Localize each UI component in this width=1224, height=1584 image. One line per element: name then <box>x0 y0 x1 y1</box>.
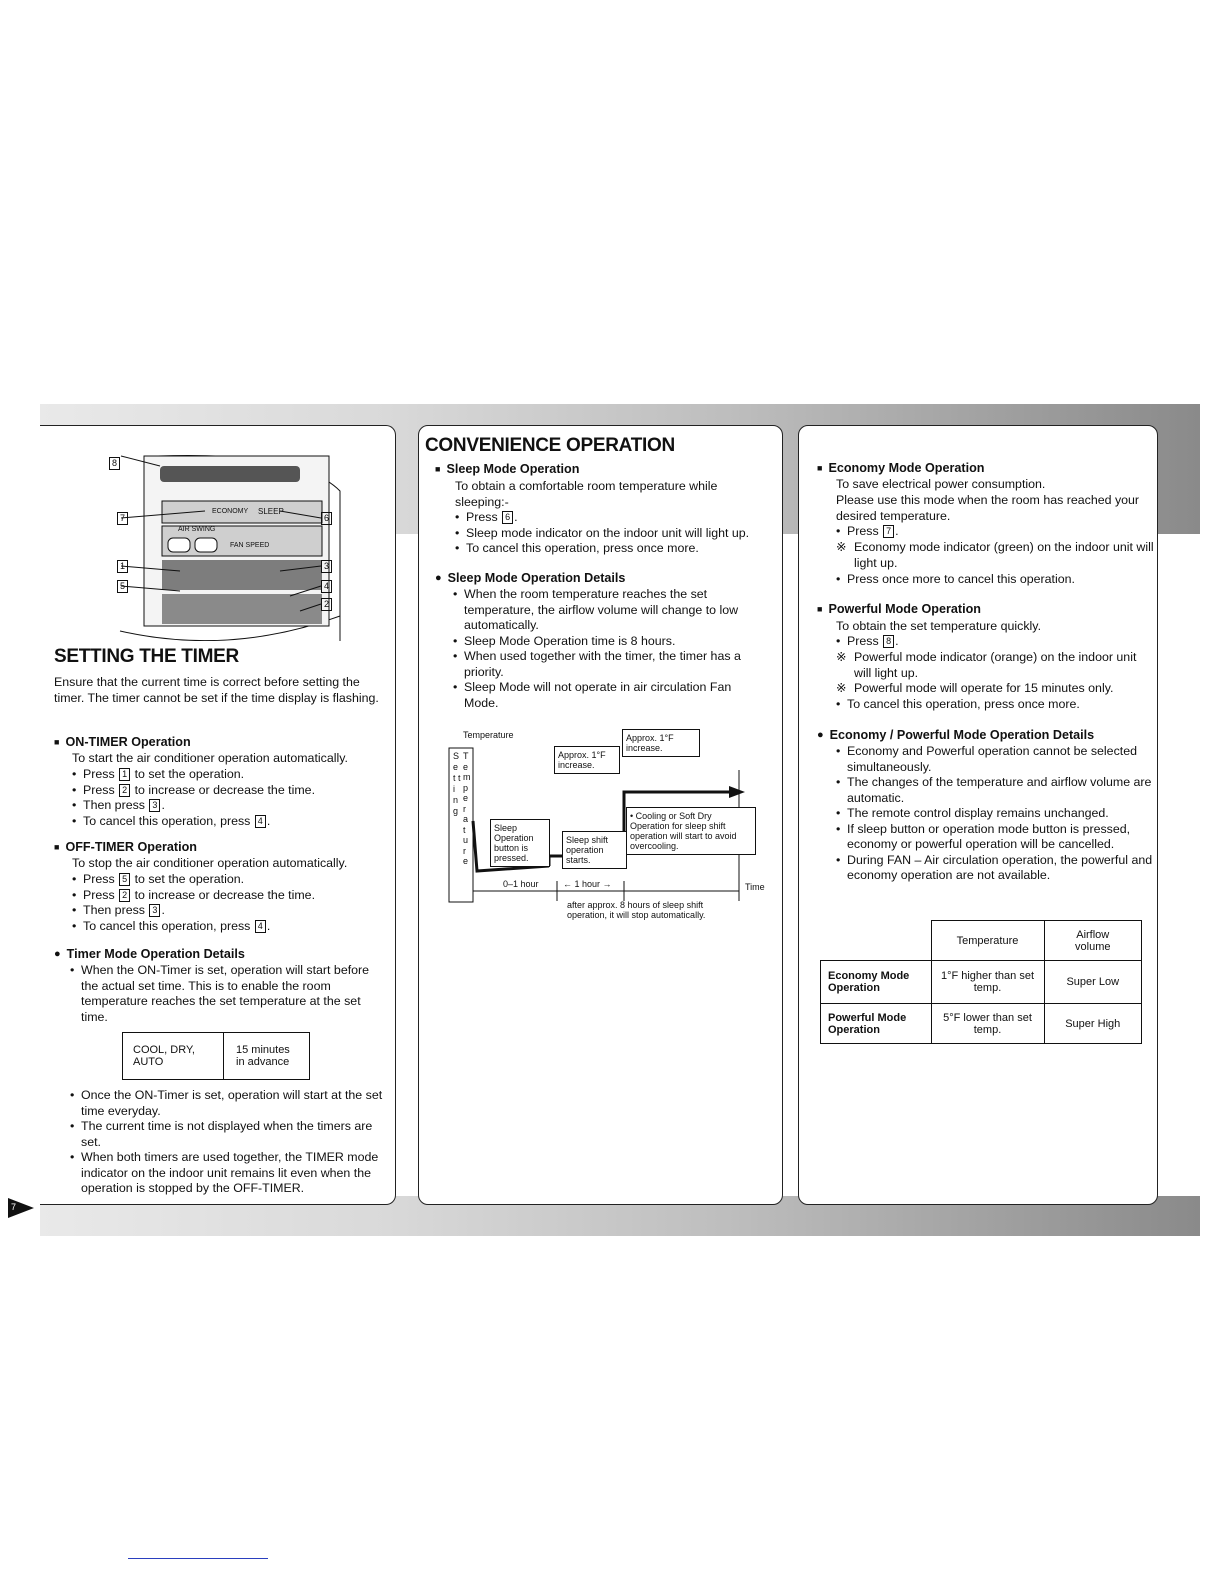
table-cell-air: Super Low <box>1044 961 1142 1004</box>
on-timer-heading: ■ ON-TIMER Operation <box>54 735 191 749</box>
table-header-airflow: Airflow volume <box>1044 921 1142 961</box>
economy-desc1: To save electrical power consumption. <box>836 477 1046 491</box>
timer-intro: Ensure that the current time is correct before setting the timer. The timer cannot be set if the time display is flashing. <box>54 675 379 705</box>
callout-4: 4 <box>320 579 333 595</box>
fan-speed-label: FAN SPEED <box>230 542 270 549</box>
list-item: • Press 2 to increase or decrease the time. <box>72 783 387 799</box>
sleep-details-items <box>453 587 763 711</box>
table-cell-mode: Economy Mode Operation <box>821 961 932 1004</box>
list-item: • Economy and Powerful operation cannot be selected simultaneously. <box>836 744 1156 775</box>
economy-notes <box>836 540 1156 571</box>
table-header-temperature: Temperature <box>931 921 1044 961</box>
economy-desc2: Please use this mode when the room has reached your desired temperature. <box>836 493 1140 523</box>
list-item: • Sleep Mode Operation time is 8 hours. <box>453 634 763 650</box>
list-item: • If sleep button or operation mode button is pressed, economy or powerful operation will be cancelled. <box>836 822 1156 853</box>
list-item: • When the ON-Timer is set, operation will start before the actual set time. This is to enable the room temperature reaches the set temperature at the set time. <box>70 963 375 1025</box>
powerful-notes <box>836 650 1156 697</box>
remote-control-illustration <box>40 426 396 641</box>
timer-details-item1 <box>70 963 375 1025</box>
diagram-sleep-pressed: Sleep Operation button is pressed. <box>490 819 550 867</box>
powerful-desc: To obtain the set temperature quickly. <box>836 619 1042 633</box>
diagram-temperature-vertical: T e m p e r a t u r e <box>463 751 471 866</box>
list-item: ※ Powerful mode will operate for 15 minutes only. <box>836 681 1156 697</box>
on-timer-steps <box>72 767 387 829</box>
economy-button-label: ECONOMY <box>212 508 249 515</box>
list-item: • Press 6 . <box>455 510 775 526</box>
diagram-zero-one-hour: 0–1 hour <box>503 879 539 889</box>
sleep-mode-desc: To obtain a comfortable room temperature while sleeping:- <box>455 479 718 509</box>
list-item: • Sleep Mode will not operate in air circulation Fan Mode. <box>453 680 763 711</box>
diagram-one-hour: ← 1 hour → <box>563 879 612 889</box>
eco-power-table <box>820 920 1142 1044</box>
list-item: • The remote control display remains unchanged. <box>836 806 1156 822</box>
off-timer-desc: To stop the air conditioner operation automatically. <box>72 856 348 870</box>
diagram-sleep-shift-starts: Sleep shift operation starts. <box>562 831 627 869</box>
callout-1: 1 <box>116 559 129 575</box>
list-item: • The current time is not displayed when the timers are set. <box>70 1119 388 1150</box>
callout-3: 3 <box>320 559 333 575</box>
economy-cancel <box>836 572 1156 588</box>
sleep-button-label: SLEEP <box>258 507 284 516</box>
diagram-time-label: Time <box>745 882 765 892</box>
diagram-temperature-label: Temperature <box>463 730 514 740</box>
table-cell-empty <box>821 921 932 961</box>
list-item: • Press 7 . <box>836 524 1156 540</box>
diagram-after-note: after approx. 8 hours of sleep shift operation, it will stop automatically. <box>567 900 706 920</box>
callout-2: 2 <box>320 597 333 613</box>
on-timer-desc: To start the air conditioner operation automatically. <box>72 751 348 765</box>
economy-heading: ■ Economy Mode Operation <box>817 461 985 475</box>
table-row <box>821 961 1142 1004</box>
list-item: • When both timers are used together, the TIMER mode indicator on the indoor unit remains lit even when the operation is stopped by the OFF-TIMER. <box>70 1150 388 1197</box>
table-cell-temp: 1°F higher than set temp. <box>931 961 1044 1004</box>
panel-economy-powerful <box>798 425 1158 1205</box>
off-timer-heading: ■ OFF-TIMER Operation <box>54 840 197 854</box>
list-item: • Then press 3 . <box>72 798 387 814</box>
callout-8: 8 <box>108 456 121 472</box>
powerful-steps <box>836 634 1156 650</box>
sleep-details-heading: ● Sleep Mode Operation Details <box>435 571 626 585</box>
table-row <box>821 1004 1142 1044</box>
link-underline <box>128 1558 268 1559</box>
air-swing-label: AIR SWING <box>178 526 216 533</box>
list-item: • Press once more to cancel this operation. <box>836 572 1156 588</box>
panel-convenience-operation <box>418 425 783 1205</box>
list-item: ※ Powerful mode indicator (orange) on the indoor unit will light up. <box>836 650 1156 681</box>
eco-power-details-items <box>836 744 1156 884</box>
list-item: • To cancel this operation, press 4 . <box>72 919 387 935</box>
list-item: • Then press 3 . <box>72 903 387 919</box>
timer-details-items <box>70 1088 388 1197</box>
convenience-title: CONVENIENCE OPERATION <box>425 435 675 456</box>
list-item: • When used together with the timer, the timer has a priority. <box>453 649 763 680</box>
list-item: • Sleep mode indicator on the indoor unit will light up. <box>455 526 775 542</box>
list-item: • When the room temperature reaches the set temperature, the airflow volume will change to low automatically. <box>453 587 763 634</box>
table-cell-advance: 15 minutes in advance <box>224 1033 310 1080</box>
table-cell-mode: Powerful Mode Operation <box>821 1004 932 1044</box>
list-item: • Press 8 . <box>836 634 1156 650</box>
eco-power-details-heading: ● Economy / Powerful Mode Operation Details <box>817 728 1095 742</box>
sleep-mode-heading: ■ Sleep Mode Operation <box>435 462 580 476</box>
list-item: • Press 1 to set the operation. <box>72 767 387 783</box>
diagram-cooling-note: • Cooling or Soft Dry Operation for sleep shift operation will start to avoid overcooling. <box>626 807 756 855</box>
table-cell-air: Super High <box>1044 1004 1142 1044</box>
list-item: • During FAN – Air circulation operation, the powerful and economy operation are not available. <box>836 853 1156 884</box>
list-item: • To cancel this operation, press once more. <box>836 697 1156 713</box>
list-item: • Press 5 to set the operation. <box>72 872 387 888</box>
table-cell-modes: COOL, DRY, AUTO <box>123 1033 224 1080</box>
setting-timer-title: SETTING THE TIMER <box>54 646 239 667</box>
list-item: • Once the ON-Timer is set, operation will start at the set time everyday. <box>70 1088 388 1119</box>
panel-setting-timer <box>40 425 396 1205</box>
sleep-mode-steps <box>455 510 775 557</box>
powerful-cancel <box>836 697 1156 713</box>
list-item: • Press 2 to increase or decrease the time. <box>72 888 387 904</box>
list-item: ※ Economy mode indicator (green) on the indoor unit will light up. <box>836 540 1156 571</box>
timer-details-heading: ● Timer Mode Operation Details <box>54 947 245 961</box>
callout-5: 5 <box>116 579 129 595</box>
diagram-setting-vertical: S e t t i n g <box>453 751 461 816</box>
callout-6: 6 <box>320 511 333 527</box>
off-timer-steps <box>72 872 387 934</box>
page-number: 7 <box>11 1202 17 1212</box>
economy-steps <box>836 524 1156 540</box>
list-item: • To cancel this operation, press 4 . <box>72 814 387 830</box>
callout-7: 7 <box>116 511 129 527</box>
diagram-approx-1f-top: Approx. 1°F increase. <box>622 729 700 757</box>
list-item: • The changes of the temperature and airflow volume are automatic. <box>836 775 1156 806</box>
powerful-heading: ■ Powerful Mode Operation <box>817 602 981 616</box>
list-item: • To cancel this operation, press once more. <box>455 541 775 557</box>
table-cell-temp: 5°F lower than set temp. <box>931 1004 1044 1044</box>
diagram-approx-1f-box: Approx. 1°F increase. <box>554 746 620 774</box>
timer-advance-table <box>122 1032 310 1080</box>
